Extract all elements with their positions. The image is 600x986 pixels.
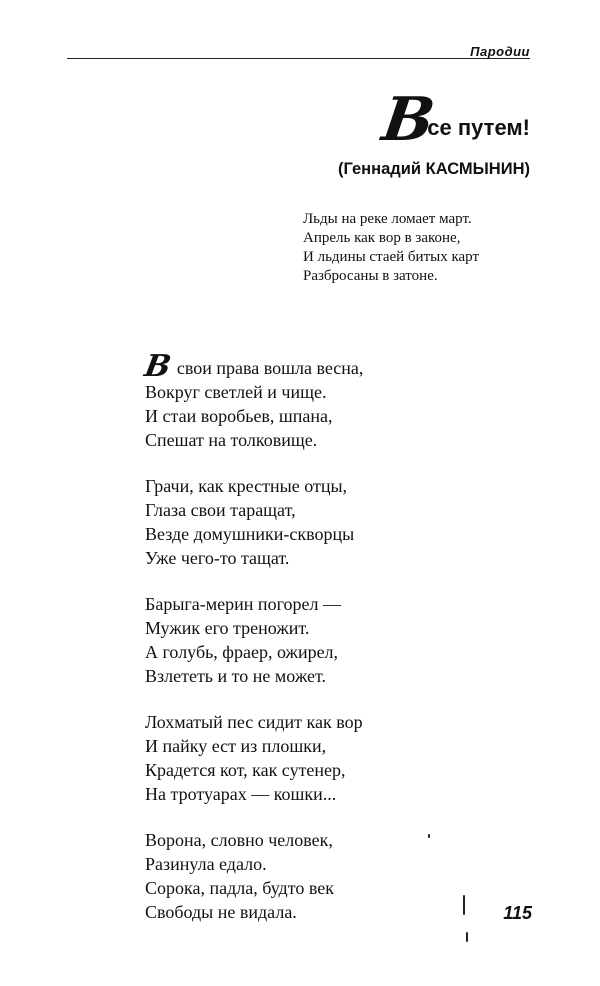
epigraph-line: И льдины стаей битых карт	[303, 249, 480, 265]
epigraph-line: Разбросаны в затоне.	[303, 268, 438, 284]
poem-line: Уже чего-то тащат.	[145, 548, 290, 568]
poem-line: Мужик его треножит.	[145, 618, 310, 638]
poem-line: А голубь, фраер, ожирел,	[145, 642, 339, 662]
poem-line: Взлететь и то не может.	[145, 666, 327, 686]
poem-line: Ворона, словно человек,	[145, 830, 333, 850]
epigraph-line: Апрель как вор в законе,	[303, 230, 461, 246]
poem-line: Разинула едало.	[145, 854, 267, 874]
poem-line: Глаза свои таращат,	[145, 500, 296, 520]
epigraph-line: Льды на реке ломает март.	[303, 211, 472, 227]
poem-line: На тротуарах — кошки...	[145, 784, 337, 804]
poem-line: Вокруг светлей и чище.	[145, 382, 327, 402]
scan-speck	[428, 834, 430, 838]
page-number: 115	[503, 903, 532, 923]
poem-line: Спешат на толковище.	[145, 430, 318, 450]
title-text: се путем!	[427, 115, 530, 140]
scan-speck	[463, 895, 465, 915]
poem-line: Сорока, падла, будто век	[145, 878, 334, 898]
poem-line	[142, 349, 535, 384]
poem-line: Крадется кот, как сутенер,	[145, 760, 346, 780]
running-head: Пародии	[470, 44, 530, 59]
poem-line: И пайку ест из плошки,	[145, 736, 327, 756]
epigraph	[303, 210, 543, 286]
poem-line-text: свои права вошла весна,	[172, 358, 364, 378]
stanza	[145, 474, 535, 570]
stanza	[145, 828, 535, 924]
stanza	[145, 710, 535, 806]
stanza	[142, 349, 535, 452]
poem-line: Лохматый пес сидит как вор	[145, 712, 363, 732]
author-attribution: (Геннадий КАСМЫНИН)	[338, 160, 530, 178]
drop-cap: В	[142, 349, 174, 384]
poem-line: Барыга-мерин погорел —	[145, 594, 341, 614]
poem-line: И стаи воробьев, шпана,	[145, 406, 333, 426]
scan-speck	[466, 932, 468, 942]
poem-line: Свободы не видала.	[145, 902, 297, 922]
stanza	[145, 592, 535, 688]
poem-line: Везде домушники-скворцы	[145, 524, 355, 544]
poem-title	[377, 85, 530, 155]
title-drop-letter: В	[377, 85, 439, 155]
header-rule	[67, 58, 530, 59]
poem-body	[142, 349, 535, 946]
poem-line: Грачи, как крестные отцы,	[145, 476, 348, 496]
